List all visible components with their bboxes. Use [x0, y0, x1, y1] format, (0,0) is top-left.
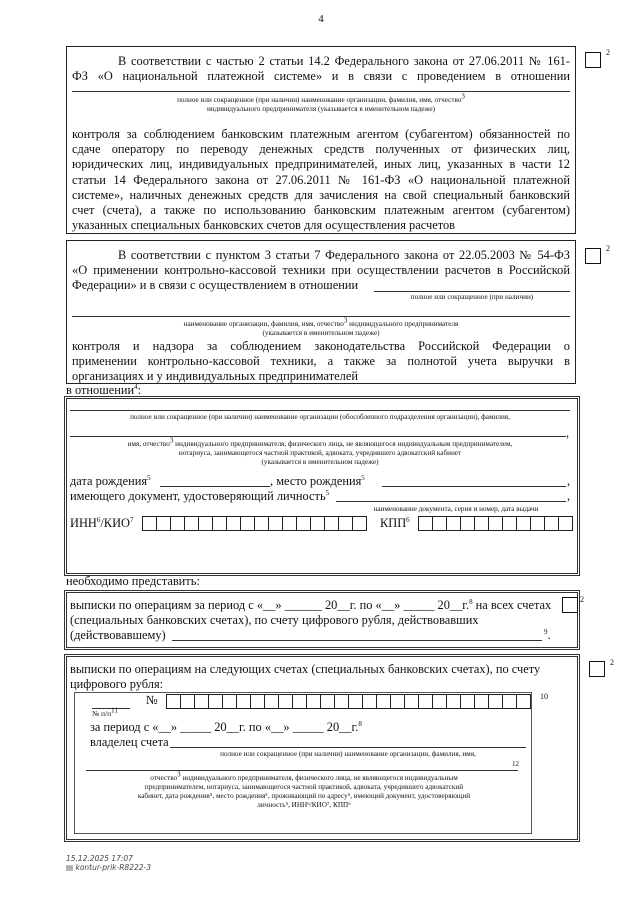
birth-date-label: дата рождения — [70, 474, 148, 488]
regarding-caption-1: полное или сокращенное (при наличии) наименование организации (обособленного подразделения организации), фамилия, — [130, 413, 510, 421]
birth-place-input[interactable] — [382, 486, 566, 487]
block3-line1a: выписки по операциям за период с «__» ______ 20__г. по «__» _____ 20__г. — [70, 598, 470, 612]
block4-cap5: личность⁵, ИНН⁶/КИО⁷, КПП⁶ — [257, 801, 351, 809]
inn-cell[interactable] — [198, 516, 213, 531]
account-cell[interactable] — [390, 694, 405, 709]
block1-body-line: статьи 14 Федерального закона от 27.06.2011 № 161-ФЗ «О национальной платежной — [72, 172, 570, 187]
num-caption-sup: 11 — [111, 706, 118, 715]
block3-line3-text: (действовавшему) — [70, 628, 166, 642]
block2-checkbox-sup: 2 — [606, 244, 610, 253]
regarding-caption-2b: индивидуального предпринимателя, физического лица, не являющегося индивидуальным предпринимателем, — [173, 440, 513, 448]
block1-checkbox[interactable] — [585, 52, 601, 68]
account-cells[interactable] — [166, 694, 530, 709]
block1-body-line: указанных специальных банковских счетов для осуществления расчетов — [72, 218, 455, 233]
birth-date-sup: 5 — [147, 473, 151, 482]
inn-cell[interactable] — [296, 516, 311, 531]
block2-checkbox[interactable] — [585, 248, 601, 264]
block3-fill-line[interactable] — [172, 640, 542, 641]
kpp-cell[interactable] — [544, 516, 559, 531]
account-cell[interactable] — [432, 694, 447, 709]
birth-date-input[interactable] — [160, 486, 270, 487]
block3-line3-end: . — [547, 628, 551, 642]
inn-cell[interactable] — [226, 516, 241, 531]
regarding-caption-4: (указывается в именительном падеже) — [261, 458, 379, 466]
block1-line1: В соответствии с частью 2 статьи 14.2 Федерального закона от 27.06.2011 № 161- — [118, 54, 570, 68]
account-cell[interactable] — [446, 694, 461, 709]
block3-line3 — [70, 628, 166, 643]
block2-line1: В соответствии с пунктом 3 статьи 7 Федерального закона от 22.05.2003 № 54-ФЗ — [118, 248, 570, 262]
block4-num-caption — [92, 706, 118, 718]
inn-cells[interactable] — [142, 516, 366, 531]
kpp-cell[interactable] — [488, 516, 503, 531]
account-cell[interactable] — [166, 694, 181, 709]
account-cell[interactable] — [236, 694, 251, 709]
block1-body-line: счет (счета), а также по использованию банковским платежным агентом (субагентом) — [72, 203, 570, 218]
regarding-caption-3: нотариуса, занимающегося частной практикой, адвоката, учредившего адвокатский кабинет — [178, 449, 462, 457]
kpp-cell[interactable] — [502, 516, 517, 531]
block3-line2: (специальных банковских счетах), по счету цифрового рубля, действовавших — [70, 613, 479, 627]
block2-caption-b2: индивидуального предпринимателя — [347, 320, 459, 328]
block3-line3-sup — [544, 628, 551, 643]
block4-inner-frame — [74, 692, 532, 834]
block1-line2: ФЗ «О национальной платежной системе» и в связи с проведением в отношении — [72, 69, 570, 83]
inn-cell[interactable] — [352, 516, 367, 531]
account-cell[interactable] — [488, 694, 503, 709]
block3-line1-sup: 8 — [469, 597, 473, 606]
num-caption-text: № п/п — [92, 709, 112, 718]
block3-sup9: 9 — [544, 627, 548, 636]
regarding-label-text: в отношении — [66, 383, 135, 397]
regarding-label-sup: 4 — [134, 382, 138, 391]
account-cell[interactable] — [516, 694, 531, 709]
account-cell[interactable] — [320, 694, 335, 709]
block4-owner-label: владелец счета — [90, 735, 169, 749]
inn-cell[interactable] — [268, 516, 283, 531]
doc-comma: , — [567, 489, 571, 503]
footer-system-text: kontur-prik-R8222-3 — [75, 863, 151, 872]
kpp-cell[interactable] — [418, 516, 433, 531]
block2-line2: «О применении контрольно-кассовой техники при осуществлении расчетов в Российской — [72, 263, 570, 277]
kpp-label-text: КПП — [380, 516, 407, 530]
doc-input[interactable] — [336, 501, 566, 502]
account-cell[interactable] — [348, 694, 363, 709]
regarding-colon: : — [137, 383, 142, 397]
account-cell[interactable] — [474, 694, 489, 709]
inn-label-text: ИНН — [70, 516, 97, 530]
block1-fill-line — [72, 91, 570, 92]
inn-cell[interactable] — [240, 516, 255, 531]
block4-cap3: предпринимателем, нотариуса, занимающегося частной практикой, адвоката, учредившего адвокатский — [144, 783, 464, 791]
block4-cap4: кабинет, дата рождения⁵, место рождения⁵, проживающий по адресу⁵, имеющий документ, удостоверяющий — [137, 792, 471, 800]
account-cell[interactable] — [418, 694, 433, 709]
block1-caption-line2: индивидуального предпринимателя (указывается в именительном падеже) — [206, 105, 436, 113]
kpp-label — [380, 516, 410, 531]
block3-checkbox[interactable] — [562, 597, 578, 613]
block4-period-text: за период с «__» _____ 20__г. по «__» _____ 20__г. — [90, 720, 359, 734]
regarding-comma: , — [566, 426, 570, 440]
account-cell[interactable] — [334, 694, 349, 709]
block1-body — [72, 127, 570, 233]
block2-body-line: контроля и надзора за соблюдением законодательства Российской Федерации о — [72, 339, 570, 353]
kpp-cell[interactable] — [558, 516, 573, 531]
account-cell[interactable] — [404, 694, 419, 709]
block4-line2: цифрового рубля: — [70, 677, 164, 691]
kpp-cell[interactable] — [530, 516, 545, 531]
block2-body — [72, 339, 570, 385]
inn-cell[interactable] — [184, 516, 199, 531]
kpp-cells[interactable] — [418, 516, 572, 531]
kpp-cell[interactable] — [474, 516, 489, 531]
inn-cell[interactable] — [338, 516, 353, 531]
block2-caption-c: (указывается в именительном падеже) — [262, 329, 380, 337]
block4-no-sign: № — [146, 693, 158, 707]
block2-caption-a: полное или сокращенное (при наличии) — [410, 293, 534, 301]
block1-body-line: системе», наличных денежных средств для зачисления на свой специальный банковский — [72, 187, 570, 202]
account-cell[interactable] — [376, 694, 391, 709]
account-cell[interactable] — [222, 694, 237, 709]
block1-body-line: контроля за соблюдением банковским платежным агентом (субагентом) обязанностей по — [72, 127, 570, 141]
block2-caption-b — [72, 316, 570, 338]
kio-label-text: /КИО — [100, 516, 130, 530]
doc-row — [70, 489, 329, 504]
footer — [66, 854, 151, 872]
block4-cap1: полное или сокращенное (при наличии) наименование организации, фамилия, имя, — [220, 750, 476, 758]
inn-cell[interactable] — [254, 516, 269, 531]
regarding-caption-2-sup: 3 — [169, 436, 174, 445]
kpp-cell[interactable] — [516, 516, 531, 531]
block4-cap-rest — [84, 770, 524, 810]
block2-fill-line-b — [72, 316, 570, 317]
account-cell[interactable] — [292, 694, 307, 709]
inn-cell[interactable] — [170, 516, 185, 531]
account-cell[interactable] — [502, 694, 517, 709]
document-icon: ▤ — [66, 863, 74, 872]
birth-place-label: , место рождения — [270, 474, 362, 488]
block4-period-sup: 8 — [358, 719, 362, 728]
block4-cells-sup: 10 — [540, 692, 548, 701]
account-cell[interactable] — [208, 694, 223, 709]
block2-body-line: применении контрольно-кассовой техники, а также за полнотой учета выручки в — [72, 354, 570, 369]
page-number: 4 — [318, 13, 324, 25]
birth-place-row — [270, 474, 365, 489]
block3-checkbox-sup: 2 — [580, 595, 584, 604]
kpp-cell[interactable] — [432, 516, 447, 531]
regarding-caption-2a: имя, отчество — [127, 440, 170, 448]
account-cell[interactable] — [180, 694, 195, 709]
need-label: необходимо представить: — [66, 574, 200, 588]
block2-fill-line-a — [374, 291, 570, 292]
account-cell[interactable] — [362, 694, 377, 709]
block1-body-line: юридических лиц, индивидуальных предпринимателей, иных лиц, указанных в части 12 — [72, 157, 570, 172]
inn-cell[interactable] — [310, 516, 325, 531]
doc-sup: 5 — [325, 488, 330, 497]
footer-system — [66, 863, 151, 872]
account-cell[interactable] — [250, 694, 265, 709]
inn-label — [70, 516, 133, 531]
block4-owner-input-2[interactable] — [86, 770, 518, 771]
block2-caption-b1: наименование организации, фамилия, имя, отчество — [183, 320, 344, 328]
kpp-cell[interactable] — [446, 516, 461, 531]
block2-line3: Федерации» и в связи с осуществлением в отношении — [72, 278, 359, 292]
block2-body-line: организациях и у индивидуальных предпринимателей — [72, 369, 358, 384]
block4-checkbox[interactable] — [589, 661, 605, 677]
birth-place-sup: 5 — [361, 473, 365, 482]
account-cell[interactable] — [278, 694, 293, 709]
doc-label: имеющего документ, удостоверяющий личность — [70, 489, 326, 503]
regarding-line-1 — [70, 410, 570, 411]
block4-line1: выписки по операциям на следующих счетах (специальных банковских счетах), по счету — [70, 662, 541, 676]
block1-body-line: сдаче оператору по переводу денежных средств полученных от физических лиц, — [72, 142, 570, 157]
inn-cell[interactable] — [324, 516, 339, 531]
account-cell[interactable] — [460, 694, 475, 709]
block2-caption-b-sup: 3 — [343, 316, 348, 325]
inn-cell[interactable] — [282, 516, 297, 531]
inn-cell[interactable] — [142, 516, 157, 531]
block4-period — [90, 720, 362, 735]
kio-sup: 7 — [129, 515, 134, 524]
inn-sup: 6 — [96, 515, 101, 524]
kpp-sup: 6 — [406, 515, 410, 524]
block4-checkbox-sup: 2 — [610, 658, 614, 667]
block3-line1 — [70, 598, 570, 613]
doc-caption: наименование документа, серия и номер, дата выдачи — [373, 505, 539, 513]
footer-timestamp: 15.12.2025 17:07 — [66, 854, 133, 863]
block4-owner-input[interactable] — [170, 747, 526, 748]
block4-cap2a: отчество — [150, 774, 178, 782]
block3-line1b: на всех счетах — [472, 598, 552, 612]
account-cell[interactable] — [194, 694, 209, 709]
block1-caption-line1: полное или сокращенное (при наличии) наименование организации, фамилия, имя, отчество — [177, 96, 462, 104]
block4-cap2-sup: 3 — [177, 770, 181, 779]
block1-caption — [72, 92, 570, 114]
account-cell[interactable] — [264, 694, 279, 709]
block1-caption-sup: 3 — [461, 92, 465, 101]
birth-comma: , — [567, 474, 571, 488]
block4-cap2b: индивидуального предпринимателя, физического лица, не являющегося индивидуальным — [180, 774, 458, 782]
block1-checkbox-sup: 2 — [606, 48, 610, 57]
inn-cell[interactable] — [212, 516, 227, 531]
account-cell[interactable] — [306, 694, 321, 709]
regarding-caption-2 — [70, 436, 570, 467]
block4-cap-sup12: 12 — [512, 760, 519, 768]
regarding-line-2 — [70, 436, 566, 437]
inn-cell[interactable] — [156, 516, 171, 531]
kpp-cell[interactable] — [460, 516, 475, 531]
